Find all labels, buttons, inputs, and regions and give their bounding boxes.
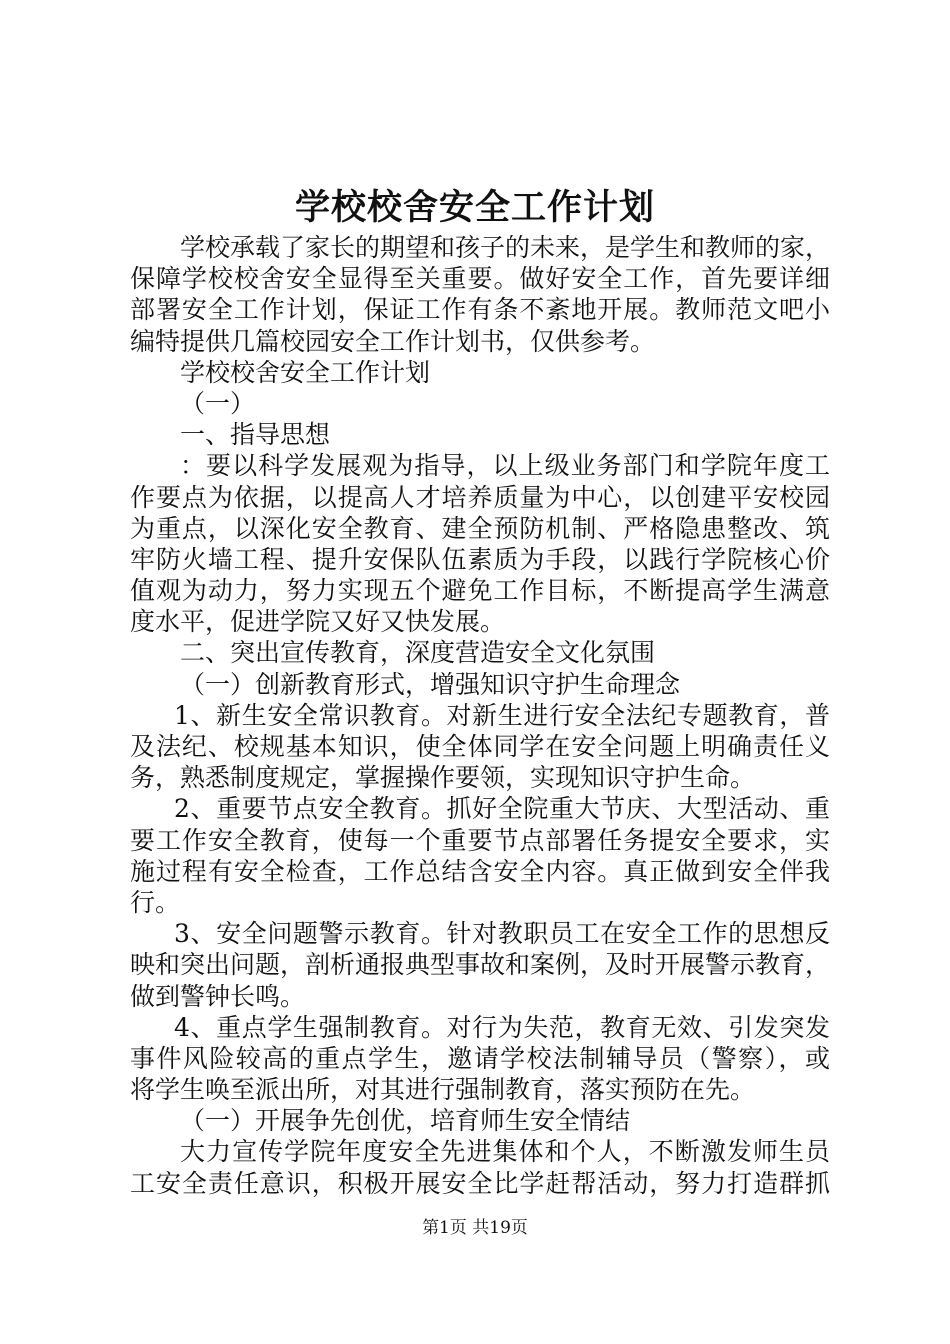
paragraph-line: 务，熟悉制度规定，掌握操作要领，实现知识守护生命。: [130, 763, 756, 793]
paragraph-line: 1、新生安全常识教育。对新生进行安全法纪专题教育，普: [174, 700, 830, 730]
paragraph-line: 及法纪、校规基本知识，使全体同学在安全问题上明确责任义: [130, 732, 830, 761]
section-heading: 一、指导思想: [180, 420, 331, 450]
paragraph-line: 保障学校校舍安全显得至关重要。做好安全工作，首先要详细: [130, 264, 830, 294]
document-body: [130, 232, 830, 1199]
paragraph-line: 编特提供几篇校园安全工作计划书，仅供参考。: [130, 326, 656, 356]
section-heading: （一）创新教育形式，增强知识守护生命理念: [180, 669, 681, 699]
paragraph-line: 2、重要节点安全教育。抓好全院重大节庆、大型活动、重: [174, 794, 830, 824]
paragraph-line: 作要点为依据，以提高人才培养质量为中心，以创建平安校园: [130, 482, 830, 512]
paragraph-line: 牢防火墙工程、提升安保队伍素质为手段，以践行学院核心价: [130, 544, 830, 574]
paragraph-line: 部署安全工作计划，保证工作有条不紊地开展。教师范文吧小: [130, 295, 830, 325]
paragraph-line: 3、安全问题警示教育。针对教职员工在安全工作的思想反: [174, 919, 830, 949]
paragraph-line: 4、重点学生强制教育。对行为失范，教育无效、引发突发: [174, 1012, 830, 1042]
paragraph-line: 度水平，促进学院又好又快发展。: [130, 607, 506, 637]
paragraph-line: 要工作安全教育，使每一个重要节点部署任务提安全要求，实: [130, 825, 830, 855]
paragraph-line: 学校承载了家长的期望和孩子的未来，是学生和教师的家，: [180, 233, 830, 262]
paragraph-line: 事件风险较高的重点学生，邀请学校法制辅导员（警察），或: [130, 1043, 830, 1073]
section-heading: 学校校舍安全工作计划: [180, 357, 431, 387]
paragraph-line: 施过程有安全检查，工作总结含安全内容。真正做到安全伴我: [130, 856, 830, 886]
section-heading: （一）开展争先创优，培育师生安全情结: [180, 1106, 631, 1136]
paragraph-line: 行。: [130, 887, 181, 917]
page-footer: 第1页 共19页: [422, 1218, 528, 1238]
paragraph-line: 为重点，以深化安全教育、建全预防机制、严格隐患整改、筑: [130, 513, 830, 543]
document-title: 学校校舍安全工作计划: [294, 187, 655, 228]
paragraph-line: 将学生唤至派出所，对其进行强制教育，落实预防在先。: [130, 1075, 756, 1105]
paragraph-line: ：要以科学发展观为指导，以上级业务部门和学院年度工: [180, 451, 830, 481]
paragraph-line: 做到警钟长鸣。: [130, 981, 306, 1011]
paragraph-line: 大力宣传学院年度安全先进集体和个人，不断激发师生员: [180, 1137, 830, 1167]
paragraph-line: 工安全责任意识，积极开展安全比学赶帮活动，努力打造群抓: [130, 1168, 830, 1198]
paragraph-line: 映和突出问题，剖析通报典型事故和案例，及时开展警示教育，: [130, 950, 830, 980]
paragraph-line: 值观为动力，努力实现五个避免工作目标，不断提高学生满意: [130, 576, 830, 606]
section-heading: （一）: [180, 388, 256, 418]
section-heading: 二、突出宣传教育，深度营造安全文化氛围: [180, 638, 656, 668]
